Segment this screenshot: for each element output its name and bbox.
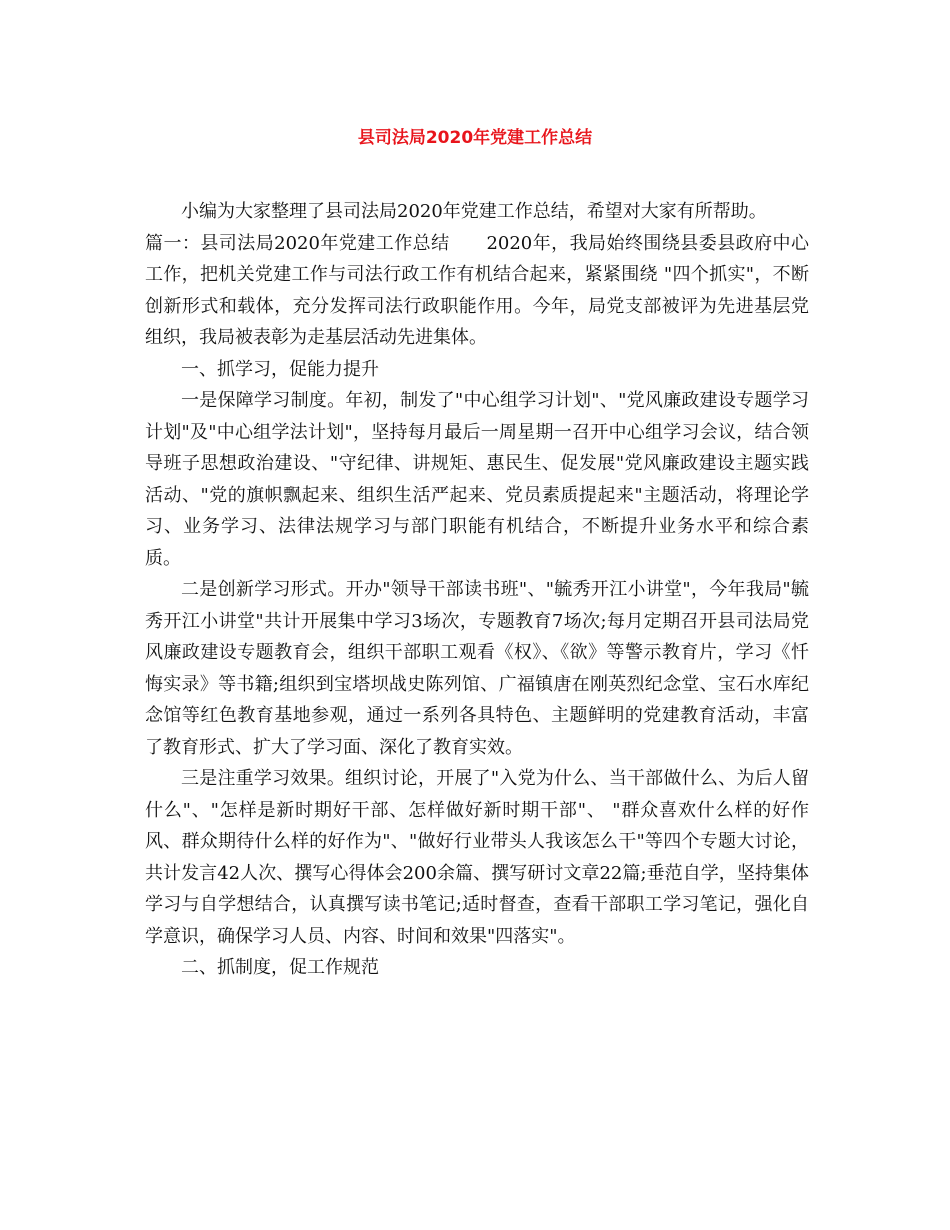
section-heading-study: 一、抓学习，促能力提升 (181, 358, 379, 380)
paragraph-study-system: 一是保障学习制度。年初，制发了"中心组学习计划"、"党风廉政建设专题学习计划"及"中心组学法计划"，坚持每月最后一周星期一召开中心组学习会议，结合领导班子思想政治建设、"守纪律、讲规矩、惠民生、促发展"党风廉政建设主题实践活动、"党的旗帜飘起来、组织生活严起来、党员素质提起来"主题活动，将理论学习、业务学习、法律法规学习与部门职能有机结合，不断提升业务水平和综合素质。 (145, 390, 809, 569)
part-one-paragraph: 篇一：县司法局2020年党建工作总结 2020年，我局始终围绕县委县政府中心工作，把机关党建工作与司法行政工作有机结合起来，紧紧围绕 "四个抓实"，不断创新形式和载体，充分发挥司法行政职能作用。今年，局党支部被评为先进基层党组织，我局被表彰为走基层活动先进集体。 (145, 232, 809, 348)
paragraph-study-effect: 三是注重学习效果。组织讨论，开展了"入党为什么、当干部做什么、为后人留什么"、"怎样是新时期好干部、怎样做好新时期干部"、 "群众喜欢什么样的好作风、群众期待什么样的好作为"、"做好行业带头人我该怎么干"等四个专题大讨论，共计发言42人次、撰写心得体会200余篇、撰写研讨文章22篇;垂范自学，坚持集体学习与自学想结合，认真撰写读书笔记;适时督查，查看干部职工学习笔记，强化自学意识，确保学习人员、内容、时间和效果"四落实"。 (145, 768, 809, 947)
document-title: 县司法局2020年党建工作总结 (357, 128, 593, 148)
paragraph-study-form: 二是创新学习形式。开办"领导干部读书班"、"毓秀开江小讲堂"，今年我局"毓秀开江小讲堂"共计开展集中学习3场次，专题教育7场次;每月定期召开县司法局党风廉政建设专题教育会，组织干部职工观看《权》、《欲》等警示教育片，学习《忏悔实录》等书籍;组织到宝塔坝战史陈列馆、广福镇唐在刚英烈纪念堂、宝石水库纪念馆等红色教育基地参观，通过一系列各具特色、主题鲜明的党建教育活动，丰富了教育形式、扩大了学习面、深化了教育实效。 (145, 579, 809, 758)
section-heading-rules: 二、抓制度，促工作规范 (181, 957, 379, 978)
intro-paragraph: 小编为大家整理了县司法局2020年党建工作总结，希望对大家有所帮助。 (181, 201, 767, 222)
document-body (145, 196, 809, 984)
